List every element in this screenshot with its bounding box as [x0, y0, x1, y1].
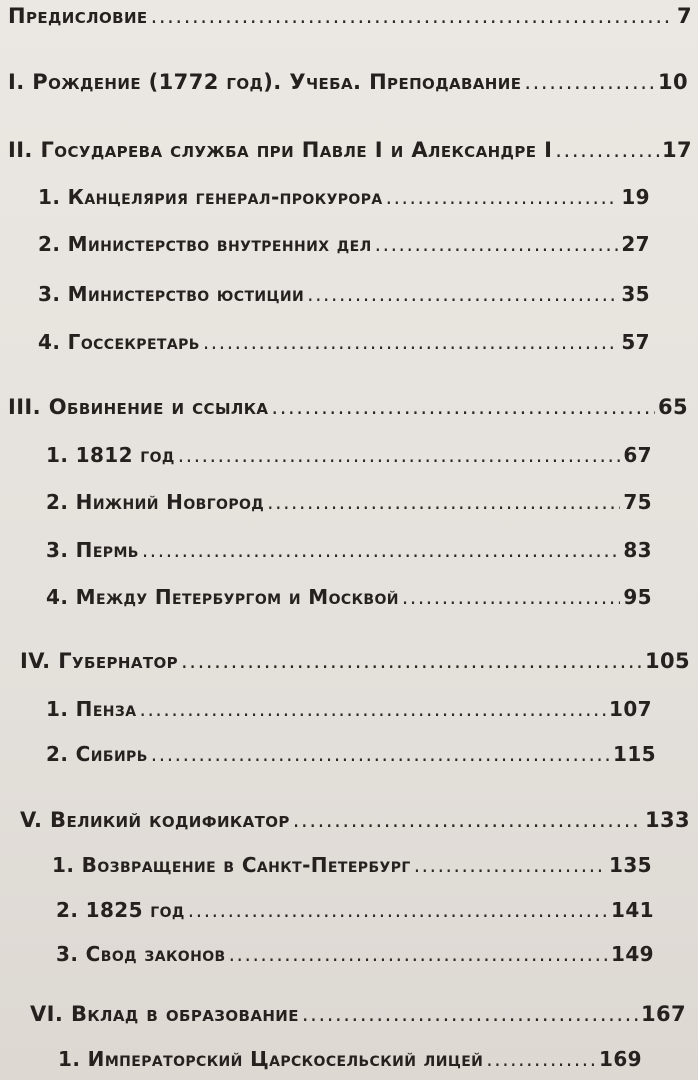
toc-entry-chapter-4: [20, 651, 690, 672]
toc-page-number: 57: [621, 330, 650, 354]
toc-entry-title: I. Рождение (1772 год). Учеба. Преподавание: [8, 70, 522, 94]
toc-page-number: 107: [609, 697, 652, 721]
toc-entry-section-4-1: [46, 699, 652, 719]
toc-entry-chapter-6: [30, 1004, 686, 1025]
toc-leader: [151, 6, 674, 27]
toc-entry-title: 3. Свод законов: [56, 942, 226, 966]
toc-entry-chapter-5: [20, 810, 690, 831]
toc-leader: [139, 699, 606, 719]
toc-entry-section-5-1: [52, 855, 652, 875]
toc-leader: [375, 234, 619, 254]
toc-entry-section-5-3: [56, 944, 654, 964]
toc-entry-chapter-2: [8, 140, 692, 161]
toc-entry-title: 3. Министерство юстиции: [38, 282, 305, 306]
toc-entry-title: II. Государева служба при Павле I и Александре I: [8, 138, 553, 162]
toc-entry-title: 1. Императорский Царскосельский лицей: [58, 1047, 484, 1071]
toc-entry-title: 4. Между Петербургом и Москвой: [46, 585, 399, 609]
toc-leader: [229, 944, 608, 964]
toc-page-number: 115: [613, 742, 656, 766]
toc-page-number: 167: [640, 1002, 686, 1026]
toc-page-number: 83: [623, 538, 652, 562]
toc-entry-section-4-2: [46, 744, 656, 764]
toc-leader: [386, 187, 619, 207]
toc-leader: [203, 332, 619, 352]
toc-page-number: 135: [609, 853, 652, 877]
toc-entry-title: 2. Нижний Новгород: [46, 490, 265, 514]
toc-entry-preface: [8, 6, 692, 27]
toc-page-number: 10: [657, 70, 688, 94]
toc-entry-title: 2. Министерство внутренних дел: [38, 232, 372, 256]
toc-page-number: 169: [599, 1047, 642, 1071]
toc-page-number: 75: [623, 490, 652, 514]
toc-entry-section-2-4: [38, 332, 650, 352]
toc-entry-section-2-2: [38, 234, 650, 254]
toc-entry-chapter-3: [8, 397, 688, 418]
toc-page-number: 95: [623, 585, 652, 609]
toc-leader: [555, 140, 659, 161]
toc-entry-title: IV. Губернатор: [20, 649, 179, 673]
toc-entry-section-3-2: [46, 492, 652, 512]
toc-leader: [414, 855, 606, 875]
toc-entry-section-3-1: [46, 445, 652, 465]
toc-entry-title: V. Великий кодификатор: [20, 808, 290, 832]
toc-entry-title: 2. 1825 год: [56, 898, 185, 922]
toc-leader: [402, 587, 620, 607]
toc-entry-title: 1. Пенза: [46, 697, 137, 721]
toc-leader: [271, 397, 655, 418]
toc-page-number: 105: [644, 649, 690, 673]
toc-leader: [178, 445, 621, 465]
toc-page-number: 67: [623, 443, 652, 467]
toc-entry-title: 3. Пермь: [46, 538, 139, 562]
toc-entry-title: VI. Вклад в образование: [30, 1002, 299, 1026]
toc-leader: [524, 72, 655, 93]
toc-page-number: 27: [621, 232, 650, 256]
toc-entry-section-3-3: [46, 540, 652, 560]
toc-leader: [151, 744, 610, 764]
toc-entry-chapter-1: [8, 72, 688, 93]
toc-entry-title: III. Обвинение и ссылка: [8, 395, 269, 419]
toc-entry-section-2-3: [38, 284, 650, 304]
toc-leader: [486, 1049, 596, 1069]
toc-page-number: 35: [621, 282, 650, 306]
toc-entry-section-3-4: [46, 587, 652, 607]
toc-leader: [302, 1004, 638, 1025]
toc-page-number: 7: [676, 4, 692, 28]
toc-page-number: 65: [657, 395, 688, 419]
toc-leader: [188, 900, 608, 920]
toc-entry-title: Предисловие: [8, 4, 148, 28]
toc-entry-section-6-1: [58, 1049, 642, 1069]
toc-entry-title: 2. Сибирь: [46, 742, 148, 766]
toc-leader: [307, 284, 618, 304]
toc-entry-title: 1. Возвращение в Санкт-Петербург: [52, 853, 411, 877]
toc-page-number: 149: [611, 942, 654, 966]
toc-leader: [181, 651, 642, 672]
toc-leader: [293, 810, 642, 831]
toc-page-number: 19: [621, 185, 650, 209]
toc-entry-title: 4. Госсекретарь: [38, 330, 200, 354]
toc-leader: [267, 492, 620, 512]
toc-page-number: 141: [611, 898, 654, 922]
toc-entry-title: 1. 1812 год: [46, 443, 175, 467]
toc-leader: [142, 540, 621, 560]
toc-entry-section-5-2: [56, 900, 654, 920]
toc-page-number: 17: [661, 138, 692, 162]
toc-page-number: 133: [644, 808, 690, 832]
toc-entry-title: 1. Канцелярия генерал-прокурора: [38, 185, 383, 209]
toc-entry-section-2-1: [38, 187, 650, 207]
